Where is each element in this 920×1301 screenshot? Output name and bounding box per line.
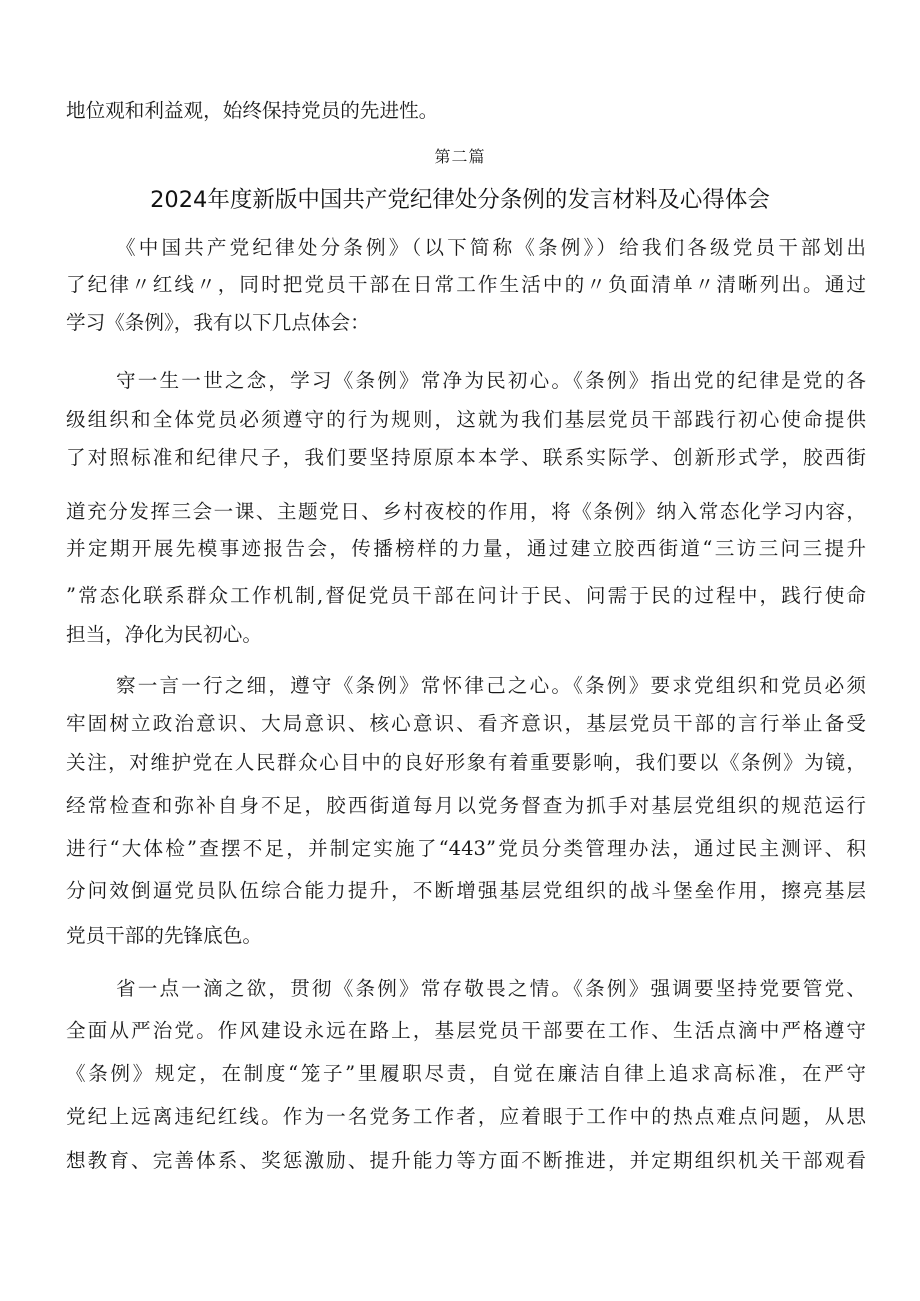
paragraph-line: 全面从严治党。作风建设永远在路上，基层党员干部要在工作、生活点滴中严格遵守 xyxy=(66,1019,866,1042)
paragraph-line: 学习《条例》，我有以下几点体会： xyxy=(66,311,370,334)
paragraph-line: 想教育、完善体系、奖惩激励、提升能力等方面不断推进，并定期组织机关干部观看 xyxy=(66,1149,866,1172)
paragraph-line: 牢固树立政治意识、大局意识、核心意识、看齐意识，基层党员干部的言行举止备受 xyxy=(66,712,866,735)
paragraph-line: 党纪上远离违纪红线。作为一名党务工作者，应着眼于工作中的热点难点问题，从思 xyxy=(66,1105,866,1128)
paragraph-line: 省一点一滴之欲，贯彻《条例》常存敬畏之情。《条例》强调要坚持党要管党、 xyxy=(116,977,866,1000)
document-title: 2024年度新版中国共产党纪律处分条例的发言材料及心得体会 xyxy=(150,187,770,213)
paragraph-line: 了纪律〃红线〃，同时把党员干部在日常工作生活中的〃负面清单〃清晰列出。通过 xyxy=(66,273,866,296)
paragraph-line: 察一言一行之细，遵守《条例》常怀律己之心。《条例》要求党组织和党员必须 xyxy=(116,674,866,697)
paragraph-line: 《中国共产党纪律处分条例》（以下简称《条例》）给我们各级党员干部划出 xyxy=(116,236,866,259)
paragraph-line: ”常态化联系群众工作机制,督促党员干部在问计于民、问需于民的过程中，践行使命 xyxy=(66,584,866,607)
paragraph-line: 道充分发挥三会一课、主题党日、乡村夜校的作用，将《条例》纳入常态化学习内容， xyxy=(66,500,866,523)
paragraph-line: 守一生一世之念，学习《条例》常净为民初心。《条例》指出党的纪律是党的各 xyxy=(116,369,866,392)
paragraph-line: 进行“大体检”查摆不足，并制定实施了“443”党员分类管理办法，通过民主测评、积 xyxy=(66,837,866,860)
opening-line: 地位观和利益观，始终保持党员的先进性。 xyxy=(66,99,439,122)
paragraph-line: 党员干部的先锋底色。 xyxy=(66,924,262,947)
paragraph-line: 担当，净化为民初心。 xyxy=(66,623,262,646)
paragraph-line: 关注，对维护党在人民群众心目中的良好形象有着重要影响，我们要以《条例》为镜， xyxy=(66,751,866,774)
paragraph-line: 分问效倒逼党员队伍综合能力提升，不断增强基层党组织的战斗堡垒作用，擦亮基层 xyxy=(66,879,866,902)
paragraph-line: 经常检查和弥补自身不足，胶西街道每月以党务督查为抓手对基层党组织的规范运行 xyxy=(66,794,866,817)
paragraph-line: 《条例》规定，在制度“笼子”里履职尽责，自觉在廉洁自律上追求高标准，在严守 xyxy=(66,1062,866,1085)
paragraph-line: 级组织和全体党员必须遵守的行为规则，这就为我们基层党员干部践行初心使命提供 xyxy=(66,408,866,431)
paragraph-line: 了对照标准和纪律尺子，我们要坚持原原本本学、联系实际学、创新形式学，胶西街 xyxy=(66,446,866,469)
section-label: 第二篇 xyxy=(434,147,486,166)
paragraph-line: 并定期开展先模事迹报告会，传播榜样的力量，通过建立胶西街道“三访三问三提升 xyxy=(66,537,866,560)
